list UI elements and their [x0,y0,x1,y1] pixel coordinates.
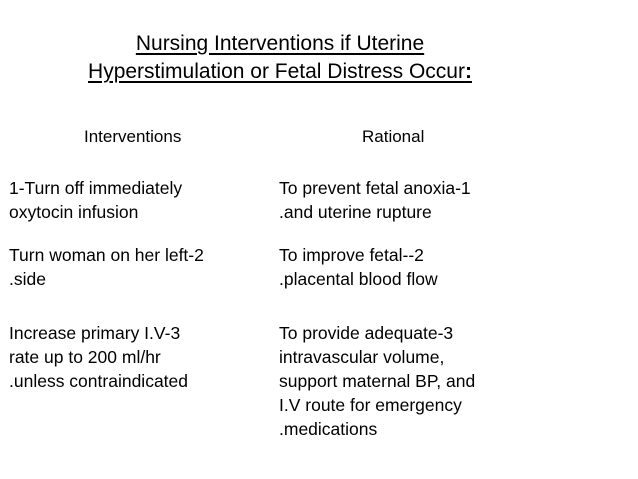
column-header-rational: Rational [362,127,425,146]
slide-title-line2 [0,58,560,86]
intervention-cell-2: Turn woman on her left-2 .side [9,245,204,289]
slide-title [0,30,560,86]
intervention-cell-3: Increase primary I.V-3 rate up to 200 ml/hr .unless contraindicated [9,323,188,391]
rationale-cell-1: To prevent fetal anoxia-1 .and uterine rupture [279,178,471,222]
rationale-cell-2: To improve fetal--2 .placental blood flow [279,245,438,289]
slide-title-line1: Nursing Interventions if Uterine [135,32,425,55]
slide-title-colon: : [464,60,472,83]
intervention-cell-1: 1-Turn off immediately oxytocin infusion [9,178,183,222]
column-header-interventions: Interventions [84,127,182,146]
slide-title-line2-text: Hyperstimulation or Fetal Distress Occur [88,60,465,83]
rationale-cell-3: To provide adequate-3 intravascular volume, support maternal BP, and I.V route for emergency .medications [279,323,476,439]
